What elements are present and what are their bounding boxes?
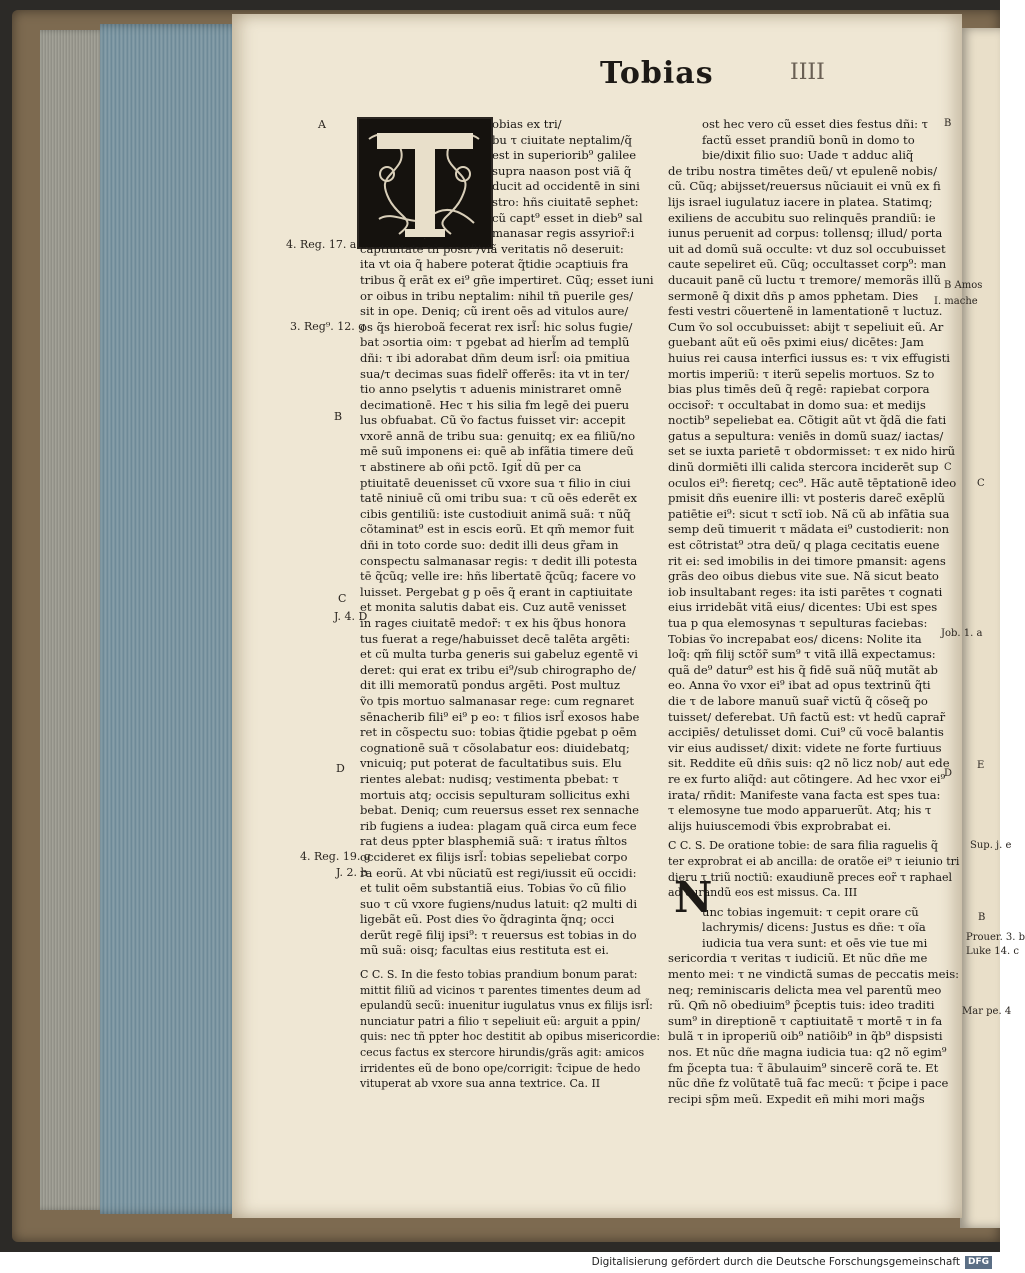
text-line: mortuis atq; occisis sepulturam sollicitus exhi bbox=[360, 787, 630, 802]
text-line: vnicuiq; put poterat de facultatibus suis. Elu bbox=[360, 756, 622, 771]
text-line: grãs deo oibus diebus vite sue. Nã sicut beato bbox=[668, 569, 939, 584]
text-line: cibis gentiliũ: iste custodiuit animã suã: τ nũq̃ bbox=[360, 506, 631, 521]
text-line: vxorē annã de tribu sua: genuitq; ex ea filiũ/no bbox=[360, 428, 636, 443]
chapter-summary-line: mittit filiũ ad vicinos τ parentes timentes deum ad bbox=[360, 983, 641, 997]
text-line: loq̃: qm̃ filij sctõr̃ sum⁹ τ vitã illã expectamus: bbox=[668, 647, 936, 662]
text-line: or oibus in tribu neptalim: nihil tñ puerile ges/ bbox=[360, 288, 634, 303]
text-line: festi vestri cõuertenẽ in lamentationē τ luctuz. bbox=[668, 304, 943, 319]
text-line: cognationē suã τ cõsolabatur eos: diuidebatq; bbox=[360, 740, 630, 755]
text-line: tio anno pselytis τ aduenis ministraret omnē bbox=[360, 382, 622, 397]
text-line: ra eorũ. At vbi nũciatũ est regi/iussit eũ occidi: bbox=[360, 865, 637, 880]
text-line: tuisset/ deferebat. Un̄ factũ est: vt hedũ caprar̃ bbox=[668, 709, 946, 724]
text-line: et tulit oēm substantiã eius. Tobias ṽo cũ filio bbox=[360, 881, 627, 896]
text-line: bat ɔsortia oim: τ pgebat ad hierl̃m ad templũ bbox=[360, 335, 630, 350]
text-line: alijs huiuscemodi ṽbis exprobrabat ei. bbox=[668, 818, 892, 833]
text-line: supra naason post viã q̃ bbox=[492, 163, 632, 178]
text-line: iudicia tua vera sunt: et oēs vie tue mi bbox=[702, 935, 928, 950]
text-line: τ elemosyne tue modo apparuerũt. Atq; his τ bbox=[668, 803, 932, 818]
margin-note-left: J. 4. D bbox=[334, 610, 368, 623]
text-line: uit ad domũ suã occulte: vt duz sol occubuisset bbox=[668, 241, 946, 256]
text-line: mē suũ imponens ei: quē ab infãtia timere deũ bbox=[360, 444, 634, 459]
initial-letter-n: N bbox=[674, 873, 713, 922]
text-line: tribus q̃ erāt ex ei⁹ gñe impertiret. Cũq; esset iuni bbox=[360, 272, 654, 287]
text-line: mũ suã: oisq; facultas eius restituta est ei. bbox=[360, 943, 609, 958]
text-line: derũt regē filij ipsi⁹: τ reuersus est tobias in do bbox=[360, 927, 637, 942]
margin-note-right: B Amos bbox=[944, 280, 983, 291]
text-line: lachrymis/ dicens: Justus es dñe: τ oĩa bbox=[702, 920, 926, 935]
text-line: accipiēs/ detulisset domi. Cui⁹ cũ vocē balantis bbox=[668, 725, 944, 740]
text-line: neq; reminiscaris delicta mea vel parentũ meo bbox=[668, 982, 942, 997]
text-line: gatus a sepultura: veniēs in domũ suaz/ iactas/ bbox=[668, 428, 944, 443]
margin-note-right: Job. 1. a bbox=[941, 628, 983, 639]
margin-note-right: B bbox=[944, 118, 952, 129]
margin-note-right: Sup. j. e bbox=[970, 840, 1012, 851]
text-line: est in superiorib⁹ galilee bbox=[492, 148, 637, 163]
text-line: sermonē q̃ dixit dñs p amos pphetam. Dies bbox=[668, 288, 919, 303]
chapter-summary-line: irridentes eũ de bono ope/corrigit: τ̃cipue de hedo bbox=[360, 1061, 641, 1075]
text-line: lijs israel iugulatuz iacere in platea. Statimq; bbox=[668, 194, 933, 209]
text-line: ligebãt eũ. Post dies ṽo q̃draginta q̃nq; occi bbox=[360, 912, 615, 927]
text-line: tua p qua elemosynas τ sepulturas faciebas: bbox=[668, 616, 928, 630]
margin-note-left: 4. Reg. 17. a bbox=[286, 238, 357, 251]
text-line: guebant aũt eũ oēs pximi eius/ dicētes: Jam bbox=[668, 335, 924, 350]
initial-letter: T bbox=[424, 239, 426, 240]
text-line: captiuitate tñ posit⁹/viã veritatis nõ deseruit: bbox=[360, 241, 624, 256]
margin-note-right: Mar pe. 4 bbox=[962, 1006, 1012, 1017]
text-line: Tobias ṽo increpabat eos/ dicens: Nolite ita bbox=[668, 631, 922, 646]
text-line: et monita salutis dabat eis. Cuz autē venisset bbox=[360, 600, 627, 615]
text-line: suo τ cũ vxore fugiens/nudus latuit: q2 multi di bbox=[360, 896, 638, 911]
margin-note-left: C bbox=[338, 592, 347, 605]
chapter-summary-line: quis: nec tñ ppter hoc destitit ab opibus misericordie: bbox=[360, 1030, 661, 1044]
text-line: die τ de labore manuũ suar̃ victũ q̃ cõseq̃ po bbox=[668, 693, 928, 708]
chapter-summary-line: epulandũ secũ: inuenitur iugulatus vnus ex filijs isrl̃: bbox=[360, 999, 653, 1013]
text-line: nos. Et nũc dñe magna iudicia tua: q2 nõ egim⁹ bbox=[668, 1045, 947, 1060]
text-line: vir eius audisset/ dixit: videte ne forte furtiuus bbox=[668, 740, 942, 755]
page-stack bbox=[100, 24, 250, 1214]
text-line: cũ capt⁹ esset in dieb⁹ sal bbox=[492, 210, 643, 225]
text-line: tē q̃cũq; velle ire: hñs libertatē q̃cũq; facere vo bbox=[360, 569, 636, 584]
text-line: τ abstinere ab oñi pctõ. Igit̃ dũ per ca bbox=[360, 460, 582, 475]
footer-credit: Digitalisierung gefördert durch die Deutsche Forschungsgemeinschaft bbox=[591, 1256, 960, 1268]
text-line: noctib⁹ sepeliebat ea. Cõtigit aũt vt q̃dã die fati bbox=[668, 413, 947, 428]
text-line: sericordia τ veritas τ iudiciũ. Et nũc dñe me bbox=[668, 951, 928, 966]
text-line: caute sepeliret eũ. Cũq; occultasset corp⁹: man bbox=[668, 257, 947, 272]
text-line: ost hec vero cũ esset dies festus dñi: τ bbox=[702, 117, 929, 131]
margin-note-left: 4. Reg. 19. g bbox=[300, 850, 371, 863]
text-line: quã de⁹ datur⁹ est his q̃ fidē suã nũq̃ mutãt ab bbox=[668, 662, 938, 677]
text-line: ṽo tpis mortuo salmanasar rege: cum regnaret bbox=[360, 693, 635, 708]
text-line: re ex furto aliq̃d: aut cõtingere. Ad hec vxor ei⁹ bbox=[668, 771, 946, 786]
text-line: cõtaminat⁹ est in escis eorũ. Et qm̃ memor fuit bbox=[360, 522, 635, 537]
text-line: bulã τ in iproperiũ oib⁹ natiõib⁹ in q̃b⁹ dispsisti bbox=[668, 1029, 943, 1044]
margin-note-left: D bbox=[336, 762, 345, 775]
chapter-summary-line: vituperat ab vxore sua anna textrice. Ca. II bbox=[360, 1077, 601, 1091]
text-line: factũ esset prandiũ bonũ in domo to bbox=[702, 132, 915, 147]
text-line: dñi: τ ibi adorabat dñm deum isrl̃: oia pmitiua bbox=[360, 350, 630, 365]
chapter-summary-line: C C. S. In die festo tobias prandium bonum parat: bbox=[360, 968, 638, 982]
text-line: patiētie ei⁹: sicut τ sctĩ iob. Nã cũ ab infãtia sua bbox=[668, 506, 950, 521]
chapter-summary-line: dieru τ triũ noctiũ: exaudiunẽ preces eor̃ τ raphael bbox=[668, 870, 953, 884]
text-line: ducit ad occidentē in sini bbox=[492, 179, 640, 194]
text-line: est cõtristat⁹ ɔtra deũ/ q plaga cecitatis euene bbox=[668, 538, 940, 553]
text-line: sua/τ decimas suas fidelr̃ offerēs: ita vt in ter/ bbox=[360, 366, 629, 381]
text-line: sit. Reddite eũ dñis suis: q2 nõ licz nob/ aut ede bbox=[668, 756, 950, 771]
text-line: dñi in toto corde suo: dedit illi deus gr̃am in bbox=[360, 538, 619, 553]
text-line: exiliens de accubitu suo relinquēs prandiũ: ie bbox=[668, 210, 936, 225]
text-line: rũ. Qm̃ nõ obediuim⁹ p̃ceptis tuis: ideo traditi bbox=[668, 998, 935, 1013]
text-line: mento mei: τ ne vindictã sumas de peccatis meis: bbox=[668, 967, 960, 982]
margin-note-right: B bbox=[978, 912, 986, 923]
text-line: de tribu nostra timētes deũ/ vt epulenẽ nobis/ bbox=[668, 163, 938, 178]
text-line: lus obfuabat. Cũ ṽo factus fuisset vir: accepit bbox=[360, 413, 626, 428]
margin-note-right: Luke 14. c bbox=[966, 946, 1019, 957]
text-line: eius irridebãt vitã eius/ dicentes: Ubi est spes bbox=[668, 600, 938, 615]
text-line: recipi sp̃m meũ. Expedit eñ mihi mori mag̃s bbox=[668, 1091, 925, 1106]
text-line: iunus peruenit ad corpus: tollensq; illud/ porta bbox=[668, 226, 943, 241]
folio-number: IIII bbox=[790, 60, 825, 85]
text-line: ret in cõspectu suo: tobias q̃tidie pgebat p oēm bbox=[360, 725, 637, 740]
text-line: oculos ei⁹: fieretq; cec⁹. Hãc autē tēptationē ideo bbox=[668, 475, 957, 490]
text-line: bu τ ciuitate neptalim/q̃ bbox=[492, 132, 632, 147]
margin-note-right: I. mache bbox=[934, 296, 978, 307]
text-line: manasar regis assyrior̃:i bbox=[492, 226, 635, 241]
margin-note-left: B bbox=[334, 410, 343, 423]
text-line: pmisit dñs euenire illi: vt posteris darec̃ exēplũ bbox=[668, 491, 945, 506]
margin-note-left: J. 2. b bbox=[336, 866, 368, 879]
text-line: fm p̃cepta tua: τ̃ ãbulauim⁹ sincerẽ corã te. Et bbox=[668, 1060, 939, 1075]
text-line: sēnacherib fili⁹ ei⁹ p eo: τ filios isrl̃ exosos habe bbox=[360, 709, 640, 724]
text-line: irata/ rñdit: Manifeste vana facta est spes tua: bbox=[668, 787, 941, 802]
text-line: ptiuitatē deuenisset cũ vxore sua τ filio in ciui bbox=[360, 475, 631, 490]
margin-note-right: C bbox=[944, 462, 952, 473]
chapter-summary-line: ad curandũ eos est missus. Ca. III bbox=[668, 886, 858, 900]
column-left bbox=[360, 117, 660, 1092]
text-line: bias plus timēs deũ q̃ regē: rapiebat corpora bbox=[668, 382, 930, 397]
text-line: obias ex tri/ bbox=[492, 117, 562, 131]
text-line: semp deũ timuerit τ mãdata ei⁹ custodierit: non bbox=[668, 522, 950, 537]
text-line: luisset. Pergebat g p oēs q̃ erant in captiuitate bbox=[360, 584, 633, 599]
text-line: mortis imperiũ: τ iterũ sepelis mortuos. Sz to bbox=[668, 366, 935, 381]
text-line: dinũ dormiēti illi calida stercora inciderēt sup bbox=[668, 460, 939, 475]
text-line: ita vt oia q̃ habere poterat q̃tidie ɔcaptiuis fra bbox=[360, 257, 629, 272]
text-line: os q̃s hieroboã fecerat rex isrl̃: hic solus fugie/ bbox=[360, 319, 633, 334]
text-line: occisor̃: τ occultabat in domo sua: et medijs bbox=[668, 397, 926, 412]
text-line: decimationē. Hec τ his silia fm legē dei pueru bbox=[360, 397, 630, 412]
running-head: Tobias bbox=[600, 56, 714, 91]
text-line: occideret ex filijs isrl̃: tobias sepeliebat corpo bbox=[360, 849, 628, 864]
text-line: rit ei: sed imobilis in dei timore pmansit: agens bbox=[668, 553, 946, 568]
text-line: deret: qui erat ex tribu ei⁹/sub chirographo de/ bbox=[360, 662, 636, 677]
margin-note-left: A bbox=[318, 118, 326, 131]
text-line: et cũ multa turba generis sui gabeluz egentē vi bbox=[360, 647, 638, 662]
text-line: dit illi memoratũ pondus argēti. Post multuz bbox=[360, 678, 620, 693]
text-line: ducauit panē cũ luctu τ tremore/ memorãs illũ bbox=[668, 272, 941, 287]
text-line: set se iuxta parietē τ obdormisset: τ ex nido hirũ bbox=[668, 444, 956, 459]
text-line: cũ. Cũq; abijsset/reuersus nũciauit ei vnũ ex fi bbox=[668, 179, 941, 194]
margin-note-right: C bbox=[977, 478, 985, 489]
margin-note-right: E bbox=[977, 760, 985, 771]
text-line: bie/dixit filio suo: Uade τ adduc aliq̃ bbox=[702, 148, 914, 163]
margin-note-left: 3. Reg⁹. 12. g bbox=[290, 320, 366, 333]
text-line: tatē niniuē cũ omi tribu sua: τ cũ oēs ederēt ex bbox=[360, 491, 638, 506]
text-line: conspectu salmanasar regis: τ dedit illi potesta bbox=[360, 553, 638, 568]
text-line: nũc dñe fz volũtatē tuã fac mecũ: τ p̃cipe i pace bbox=[668, 1076, 949, 1091]
text-line: rib fugiens a iudea: plagam quã circa eum fece bbox=[360, 818, 637, 833]
margin-note-right: D bbox=[944, 768, 953, 779]
text-line: huius rei causa interfici iussus es: τ vix effugisti bbox=[668, 350, 950, 365]
chapter-summary-line: cecus factus ex stercore hirundis/grãs agit: amicos bbox=[360, 1046, 645, 1060]
text-line: tus fuerat a rege/habuisset decē talēta argēti: bbox=[360, 631, 631, 646]
text-line: iob insultabant reges: ita isti parētes τ cognati bbox=[668, 584, 943, 599]
text-line: sit in ope. Deniq; cũ irent oēs ad vitulos aure/ bbox=[360, 304, 629, 319]
text-line: sum⁹ in direptionē τ captiuitatē τ mortē τ in fa bbox=[668, 1013, 943, 1028]
text-line: in rages ciuitatē medor̃: τ ex his q̃bus honora bbox=[360, 616, 627, 630]
text-line: unc tobias ingemuit: τ cepit orare cũ bbox=[702, 904, 919, 919]
text-line: eo. Anna ṽo vxor ei⁹ ibat ad opus textrinũ q̃ti bbox=[668, 678, 931, 693]
text-line: rat deus ppter blasphemiã suã: τ iratus m̃ltos bbox=[360, 834, 628, 849]
text-line: Cum ṽo sol occubuisset: abijt τ sepeliuit eũ. Ar bbox=[668, 319, 944, 334]
chapter-summary-line: nunciatur patri a filio τ sepeliuit eũ: arguit a ppin/ bbox=[360, 1014, 641, 1028]
margin-note-right: Prouer. 3. b bbox=[966, 932, 1025, 943]
text-line: bebat. Deniq; cum reuersus esset rex sennache bbox=[360, 803, 640, 818]
text-line: rientes alebat: nudisq; vestimenta pbebat: τ bbox=[360, 771, 619, 786]
text-line: stro: hñs ciuitatē sephet: bbox=[492, 194, 639, 209]
chapter-summary-line: ter exprobrat ei ab ancilla: de oratõe ei⁹ τ ieiunio tri bbox=[668, 854, 960, 868]
chapter-summary-line: C C. S. De oratione tobie: de sara filia raguelis q̃ bbox=[668, 839, 938, 853]
dfg-logo: DFG bbox=[965, 1256, 992, 1269]
